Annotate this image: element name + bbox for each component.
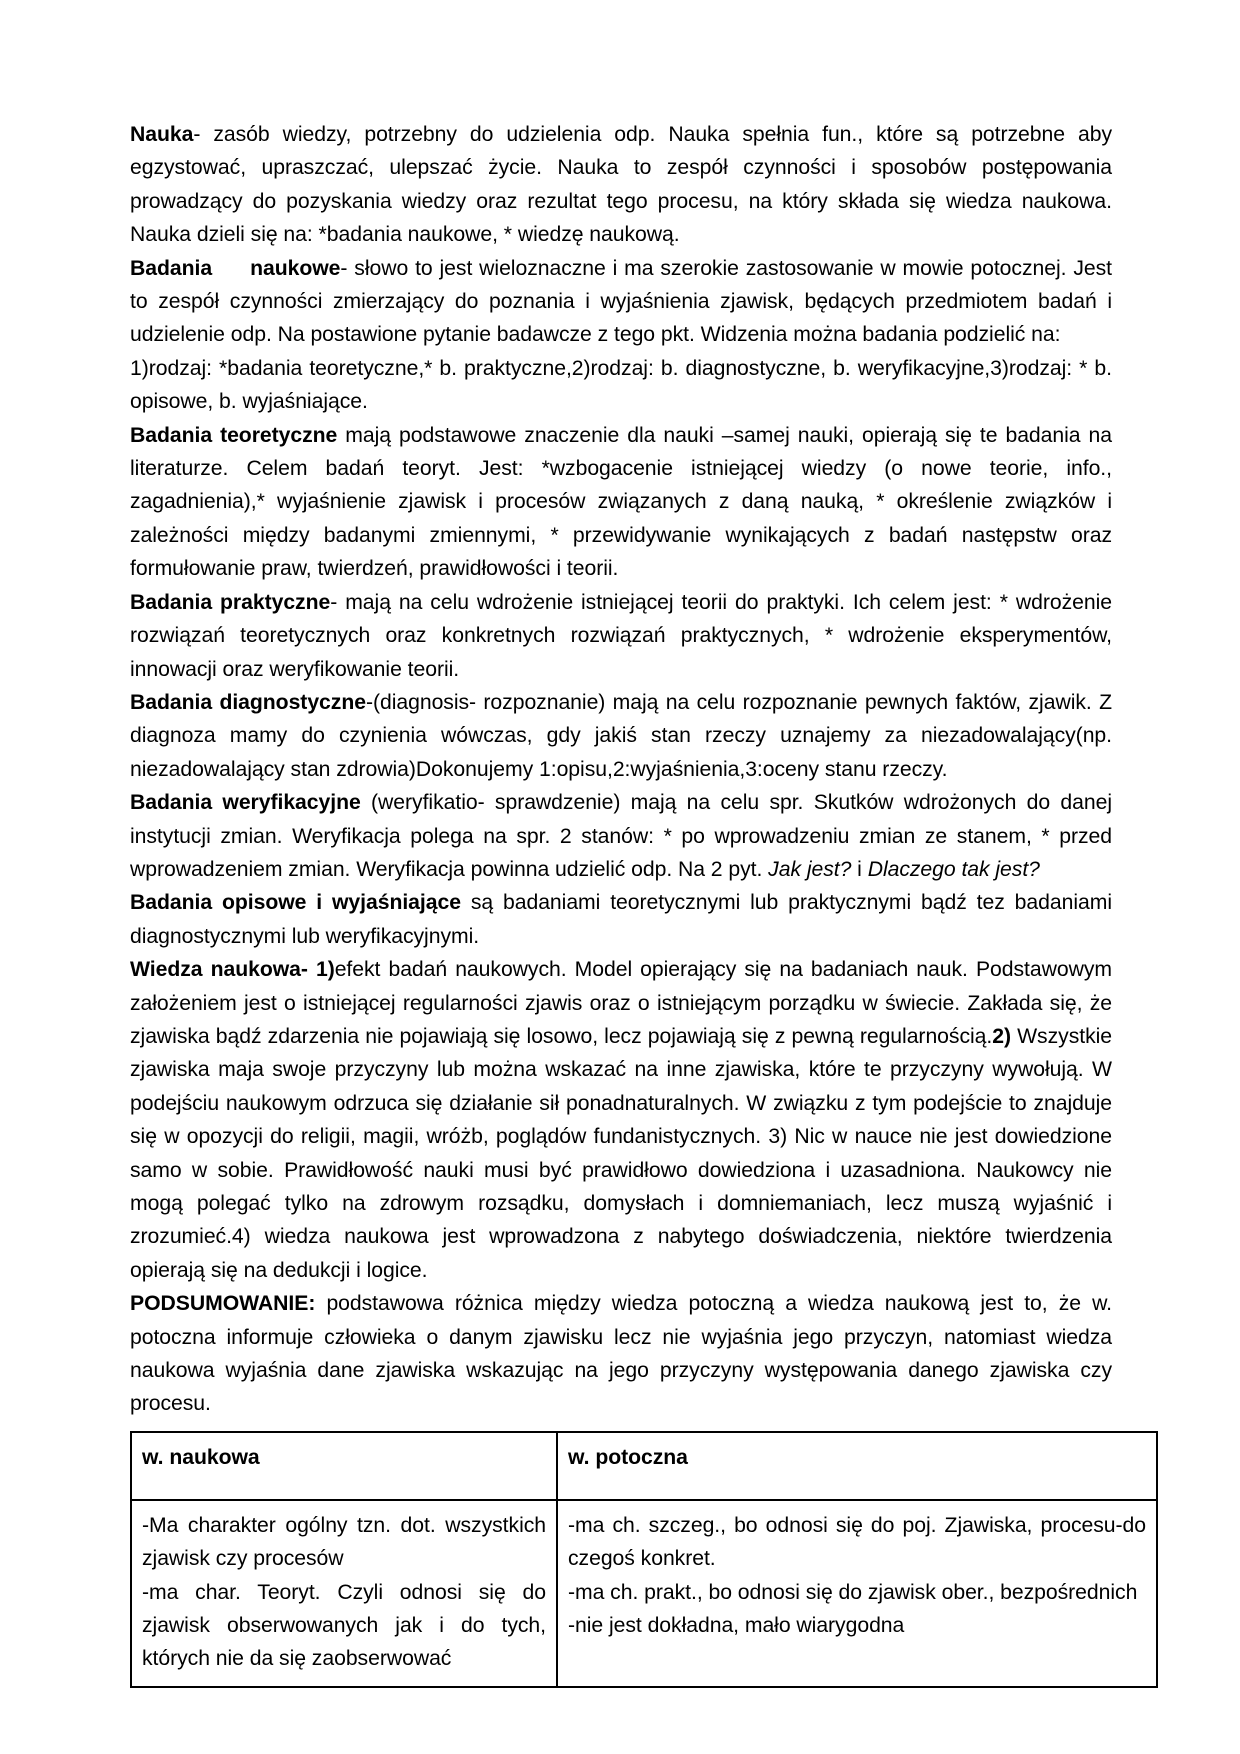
paragraph-rodzaje: [130, 352, 1112, 419]
table-header-w-potoczna: w. potoczna: [557, 1432, 1157, 1500]
table-cell-item: -ma ch. prakt., bo odnosi się do zjawisk ober., bezpośrednich: [568, 1580, 1138, 1604]
question-dlaczego-tak-jest: Dlaczego tak jest?: [867, 857, 1040, 881]
table-header-w-naukowa: w. naukowa: [131, 1432, 557, 1500]
comparison-table: [130, 1431, 1158, 1688]
table-cell-w-potoczna: [557, 1500, 1157, 1687]
term-badania: Badania: [130, 256, 213, 280]
term-badania-opisowe: Badania opisowe i wyjaśniające: [130, 891, 461, 915]
table-cell-item: -ma char. Teoryt. Czyli odnosi się do zjawisk obserwowanych jak i do tych, których nie da się zaobserwować: [142, 1580, 546, 1671]
paragraph-teoretyczne: [130, 419, 1112, 586]
question-jak-jest: Jak jest?: [768, 857, 852, 881]
paragraph-weryfikacyjne-text: (weryfikatio- sprawdzenie) mają na celu spr. Skutków wdrożonych do danej instytucji zmian. Weryfikacja polega na spr. 2 stanów: * po wprowadzeniu zmian ze stanem, * przed wprowadzeniem zmian. Weryfikacja powinna udzielić odp. Na 2 pyt.: [130, 791, 1112, 881]
paragraph-opisowe-wyjasniajace: [130, 886, 1112, 953]
term-podsumowanie: PODSUMOWANIE:: [130, 1292, 316, 1316]
table-cell-item: -Ma charakter ogólny tzn. dot. wszystkich zjawisk czy procesów: [142, 1513, 546, 1571]
paragraph-badania-naukowe: [130, 252, 1112, 352]
paragraph-wiedza-naukowa: [130, 953, 1112, 1287]
term-wiedza-naukowa: Wiedza naukowa- 1): [130, 958, 335, 982]
paragraph-nauka-text: - zasób wiedzy, potrzebny do udzielenia odp. Nauka spełnia fun., które są potrzebne aby egzystować, upraszczać, ulepszać życie. Nauka to zespół czynności i sposobów postępowania prowadzący do pozyskania wiedzy oraz rezultat tego procesu, na który składa się wiedza naukowa. Nauka dzieli się na: *badania naukowe, * wiedzę naukową.: [130, 123, 1112, 247]
conjunction-i: i: [851, 857, 868, 881]
term-badania-teoretyczne: Badania teoretyczne: [130, 423, 338, 447]
document-body: [130, 118, 1146, 1688]
list-marker-2: 2): [992, 1024, 1011, 1048]
table-header-row: [131, 1432, 1157, 1500]
paragraph-weryfikacyjne: [130, 786, 1112, 886]
paragraph-praktyczne-text: - mają na celu wdrożenie istniejącej teorii do praktyki. Ich celem jest: * wdrożenie rozwiązań teoretycznych oraz konkretnych rozwiązań praktycznych, * wdrożenie eksperymentów, innowacji oraz weryfikowanie teorii.: [130, 590, 1113, 681]
paragraph-badania-naukowe-text: - słowo to jest wieloznaczne i ma szerokie zastosowanie w mowie potocznej. Jest to zespół czynności zmierzający do poznania i wyjaśnienia zjawisk, będących przedmiotem badań i udzielenie odp. Na postawione pytanie badawcze z tego pkt. Widzenia można badania podzielić na:: [130, 256, 1112, 347]
paragraph-opisowe-text: są badaniami teoretycznymi lub praktycznymi bądź tez badaniami diagnostycznymi lub weryfikacyjnymi.: [130, 891, 1112, 948]
paragraph-rodzaje-text: 1)rodzaj: *badania teoretyczne,* b. praktyczne,2)rodzaj: b. diagnostyczne, b. weryfikacyjne,3)rodzaj: * b. opisowe, b. wyjaśniające.: [130, 356, 1112, 414]
term-badania-diagnostyczne: Badania diagnostyczne: [130, 690, 366, 714]
table-cell-item: -ma ch. szczeg., bo odnosi się do poj. Zjawiska, procesu-do czegoś konkret.: [568, 1513, 1146, 1571]
table-cell-item: -nie jest dokładna, mało wiarygodna: [568, 1614, 905, 1638]
paragraph-nauka: [130, 118, 1112, 252]
term-naukowe: naukowe: [250, 256, 341, 280]
table-row: [131, 1500, 1157, 1687]
paragraph-podsumowanie: [130, 1287, 1112, 1421]
paragraph-diagnostyczne-text: -(diagnosis- rozpoznanie) mają na celu rozpoznanie pewnych faktów, zjawik. Z diagnoza mamy do czynienia wówczas, gdy jakiś stan rzeczy uznajemy za niezadowalający(np. niezadowalający stan zdrowia)Dokonujemy 1:opisu,2:wyjaśnienia,3:oceny stanu rzeczy.: [130, 690, 1112, 781]
term-nauka: Nauka: [130, 123, 194, 146]
term-badania-weryfikacyjne: Badania weryfikacyjne: [130, 791, 361, 815]
paragraph-wiedza-naukowa-text-2: Wszystkie zjawiska maja swoje przyczyny lub można wskazać na inne zjawiska, które te przyczyny wywołują. W podejściu naukowym odrzuca się działanie sił ponadnaturalnych. W związku z tym podejście to znajduje się w opozycji do religii, magii, wróżb, poglądów fundanistycznych. 3) Nic w nauce nie jest dowiedzione samo w sobie. Prawidłowość nauki musi być prawidłowo dowiedziona i uzasadniona. Naukowcy nie mogą polegać tylko na zdrowym rozsądku, domysłach i domniemaniach, lecz muszą wyjaśnić i zrozumieć.4) wiedza naukowa jest wprowadzona z nabytego doświadczenia, niektóre twierdzenia opierają się na dedukcji i logice.: [130, 1024, 1113, 1282]
term-badania-praktyczne: Badania praktyczne: [130, 590, 331, 614]
paragraph-diagnostyczne: [130, 686, 1112, 786]
paragraph-teoretyczne-text: mają podstawowe znaczenie dla nauki –samej nauki, opierają się te badania na literaturze. Celem badań teoryt. Jest: *wzbogacenie istniejącej wiedzy (o nowe teorie, info., zagadnienia),* wyjaśnienie zjawisk i procesów związanych z daną nauką, * określenie związków i zależności między badanymi zmiennymi, * przewidywanie wynikających z badań następstw oraz formułowanie praw, twierdzeń, prawidłowości i teorii.: [130, 423, 1112, 581]
table-cell-w-naukowa: [131, 1500, 557, 1687]
paragraph-podsumowanie-text: podstawowa różnica między wiedza potoczną a wiedza naukową jest to, że w. potoczna informuje człowieka o danym zjawisku lecz nie wyjaśnia jego przyczyn, natomiast wiedza naukowa wyjaśnia dane zjawiska wskazując na jego przyczyny występowania danego zjawiska czy procesu.: [130, 1292, 1112, 1416]
paragraph-wiedza-naukowa-text: efekt badań naukowych. Model opierający się na badaniach nauk. Podstawowym założeniem jest o istniejącej regularności zjawis oraz o istniejącym porządku w świecie. Zakłada się, że zjawiska bądź zdarzenia nie pojawiają się losowo, lecz pojawiają się z pewną regularnością.: [130, 958, 1112, 1048]
paragraph-praktyczne: [130, 586, 1112, 686]
